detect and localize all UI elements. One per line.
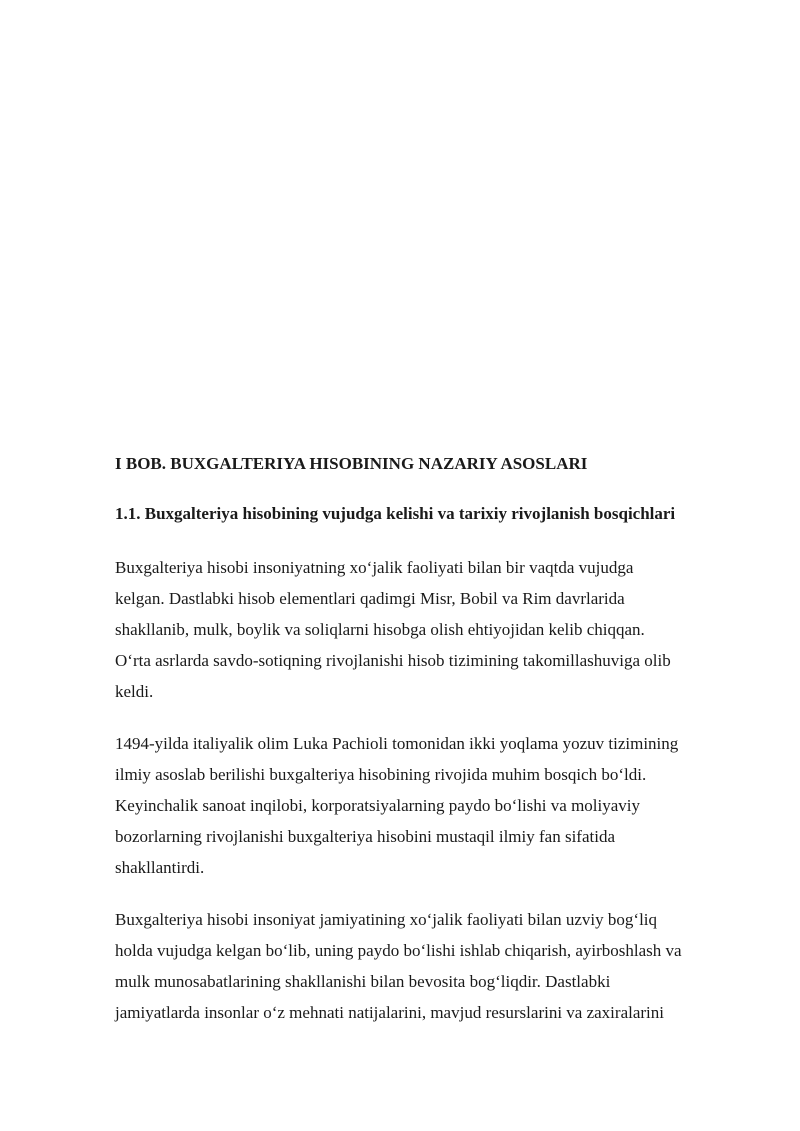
paragraph-line: jamiyatlarda insonlar o‘z mehnati natijalarini, mavjud resurslarini va zaxiralarini (115, 1003, 664, 1022)
paragraph-line: kelgan. Dastlabki hisob elementlari qadimgi Misr, Bobil va Rim davrlarida (115, 589, 625, 608)
paragraph-line: O‘rta asrlarda savdo-sotiqning rivojlanishi hisob tizimining takomillashuviga olib (115, 651, 671, 670)
paragraph-line: Buxgalteriya hisobi insoniyat jamiyatining xo‘jalik faoliyati bilan uzviy bog‘liq (115, 910, 658, 929)
chapter-title: I BOB. BUXGALTERIYA HISOBINING NAZARIY ASOSLARI (115, 454, 588, 473)
paragraph-2 (115, 728, 745, 883)
paragraph-line: mulk munosabatlarining shakllanishi bilan bevosita bog‘liqdir. Dastlabki (115, 972, 611, 991)
paragraph-line: 1494-yilda italiyalik olim Luka Pachioli tomonidan ikki yoqlama yozuv tizimining (115, 734, 679, 753)
paragraph-line: Keyinchalik sanoat inqilobi, korporatsiyalarning paydo bo‘lishi va moliyaviy (115, 796, 641, 815)
paragraph-line: keldi. (115, 682, 154, 701)
paragraph-line: shakllantirdi. (115, 858, 205, 877)
paragraph-3 (115, 904, 745, 1028)
paragraph-line: holda vujudga kelgan bo‘lib, uning paydo bo‘lishi ishlab chiqarish, ayirboshlash va (115, 941, 682, 960)
section-title: 1.1. Buxgalteriya hisobining vujudga kelishi va tarixiy rivojlanish bosqichlari (115, 504, 676, 523)
page-content (115, 452, 745, 1049)
paragraph-line: bozorlarning rivojlanishi buxgalteriya hisobini mustaqil ilmiy fan sifatida (115, 827, 615, 846)
paragraph-line: shakllanib, mulk, boylik va soliqlarni hisobga olish ehtiyojidan kelib chiqqan. (115, 620, 645, 639)
paragraph-line: Buxgalteriya hisobi insoniyatning xo‘jalik faoliyati bilan bir vaqtda vujudga (115, 558, 634, 577)
paragraph-1 (115, 552, 745, 707)
paragraph-line: ilmiy asoslab berilishi buxgalteriya hisobining rivojida muhim bosqich bo‘ldi. (115, 765, 647, 784)
